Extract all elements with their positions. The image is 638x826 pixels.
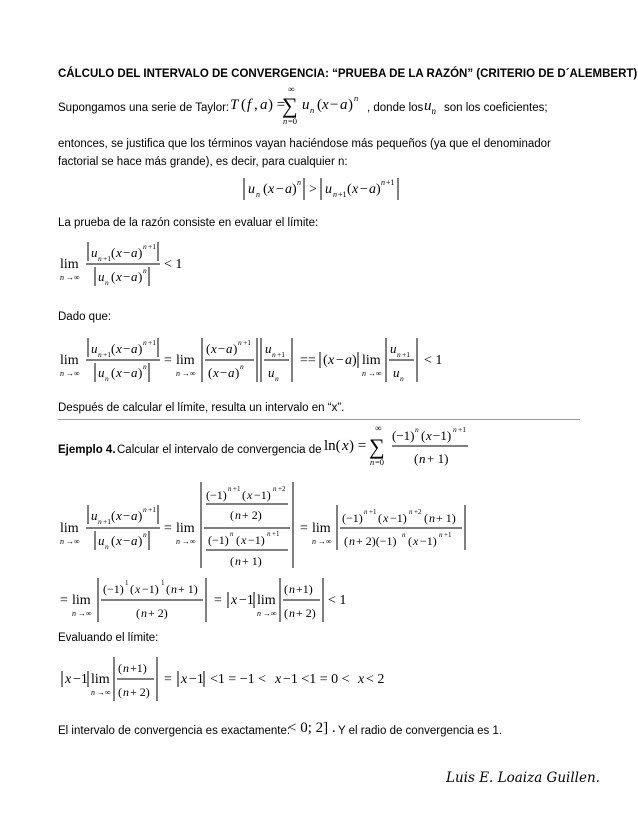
svg-text:a: a [285,182,292,197]
svg-text:lim: lim [60,353,79,368]
svg-text:(: ( [208,365,213,380]
svg-text:a: a [131,508,138,523]
svg-text:=: = [300,521,308,536]
svg-text:,: , [254,97,258,113]
svg-text:< 1: < 1 [424,353,443,368]
svg-text:→∞: →∞ [182,537,196,546]
svg-text:x: x [413,534,419,548]
svg-text:→∞: →∞ [78,609,92,618]
svg-text:n: n [123,685,129,699]
svg-text:(: ( [111,341,116,356]
svg-text:(: ( [242,488,246,502]
svg-text:x: x [116,245,122,260]
svg-text:(: ( [408,534,412,548]
svg-text:∞: ∞ [288,84,295,94]
after-limit-text: Después de calcular el límite, resulta un intervalo en “x”. [58,402,345,414]
svg-text:(: ( [118,661,122,675]
svg-text:+1: +1 [148,242,156,251]
svg-text:n: n [105,542,109,551]
example-step-2 [58,574,358,626]
taylor-formula [228,82,368,130]
svg-text:a: a [226,341,233,356]
svg-text:+1: +1 [386,178,395,187]
svg-text:n: n [333,190,337,199]
svg-text:(: ( [166,582,170,596]
svg-text:+ 2): + 2) [148,606,168,620]
svg-text:n: n [364,508,368,516]
svg-text:x: x [352,182,359,197]
svg-text:−: − [336,353,344,368]
svg-text:lim: lim [176,353,195,368]
radius-text: Y el radio de convergencia es 1. [338,725,503,737]
svg-text:→∞: →∞ [182,369,196,378]
svg-text:n: n [273,485,277,493]
svg-text:−: − [220,365,228,380]
svg-text:n: n [143,505,147,514]
page-title: CÁLCULO DEL INTERVALO DE CONVERGENCIA: “PRUEBA DE LA RAZÓN” (CRITERIO DE D´ALEMBERT) [58,68,638,80]
svg-text:(: ( [111,508,116,523]
svg-text:f: f [247,97,252,113]
svg-text:−: − [123,341,131,356]
svg-text:+ 1): + 1) [242,554,262,568]
intro-text-a: Supongamos una serie de Taylor: [58,102,230,114]
intro-line-2: entonces, se justifica que los términos vayan haciéndose más pequeños (ya que el denominador [58,138,551,150]
svg-text:): ) [348,97,353,113]
interval-text: El intervalo de convergencia es exactamente: [58,725,291,737]
intro-line-3: factorial se hace más grande), es decir, para cualquier n: [58,156,348,168]
svg-text:+ 2): + 2) [242,508,262,522]
svg-text:−: − [123,245,131,260]
svg-text:u: u [91,341,98,356]
svg-text:+1: +1 [103,350,111,359]
svg-text:): ) [138,508,143,523]
svg-text:x: x [135,582,141,596]
svg-text:(: ( [230,508,234,522]
svg-text:−: − [123,365,131,380]
svg-text:): ) [376,182,381,197]
svg-text:lim: lim [91,672,110,687]
svg-text:+1: +1 [103,517,111,526]
svg-text:lim: lim [176,521,195,536]
svg-text:(−1): (−1) [392,428,415,443]
svg-text:→∞: →∞ [318,537,332,546]
svg-text:(: ( [206,341,211,356]
svg-text:(: ( [378,511,382,525]
svg-text:x: x [342,438,349,454]
svg-text:→∞: →∞ [66,273,80,282]
svg-text:−: − [218,341,226,356]
svg-text:): ) [235,365,240,380]
section-divider [58,419,580,420]
svg-text:n: n [143,266,147,275]
svg-text:=0: =0 [375,457,385,467]
svg-text:n: n [143,362,147,371]
svg-text:∞: ∞ [375,423,382,433]
svg-text:): ) [138,269,143,284]
svg-text:n: n [429,511,435,525]
svg-text:+ 2)(−1): + 2)(−1) [356,534,397,548]
svg-text:n: n [105,374,109,383]
svg-text:+1: +1 [103,254,111,263]
svg-text:(: ( [263,182,268,197]
svg-text:+1: +1 [458,425,466,434]
svg-text:(: ( [344,534,348,548]
svg-text:+1): +1) [296,582,313,596]
svg-text:u: u [393,365,400,380]
svg-text:→∞: →∞ [97,688,111,697]
intro-text-c: son los coeficientes; [444,102,548,114]
svg-text:n: n [349,534,355,548]
svg-text:lim: lim [257,593,276,608]
svg-text:x: x [116,269,122,284]
svg-text:u: u [98,269,105,284]
svg-text:u: u [325,182,332,197]
svg-text:x: x [116,341,122,356]
svg-text:): ) [352,353,357,368]
svg-text:u: u [248,182,255,197]
svg-text:(: ( [136,606,140,620]
svg-text:−: − [276,182,284,197]
svg-text:): ) [138,245,143,260]
svg-text:(: ( [424,511,428,525]
svg-text:(: ( [317,97,322,113]
svg-text:+1: +1 [444,531,452,539]
svg-text:< 1: < 1 [164,257,183,272]
svg-text:−1: −1 [239,593,254,608]
svg-text:+1: +1 [402,350,410,359]
svg-text:x: x [181,672,188,687]
svg-text:<1 = −1 <: <1 = −1 < [210,672,267,687]
svg-text:+1: +1 [148,505,156,514]
svg-text:n: n [402,531,406,539]
svg-text:n: n [98,517,102,526]
svg-text:n: n [310,105,315,115]
svg-text:n: n [409,508,413,516]
svg-text:x: x [322,97,329,113]
svg-text:1: 1 [161,579,165,587]
svg-text:(: ( [284,582,288,596]
svg-text:x: x [275,672,282,687]
svg-text:==: == [300,353,316,368]
svg-text:+ 2): + 2) [130,685,150,699]
svg-text:(: ( [111,533,116,548]
svg-text:n: n [419,451,426,466]
svg-text:(−1): (−1) [342,511,363,525]
svg-text:+1): +1) [130,661,147,675]
svg-text:lim: lim [312,521,331,536]
svg-text:(−1): (−1) [208,533,229,547]
svg-text:∑: ∑ [282,93,298,118]
svg-text:n: n [272,350,276,359]
svg-text:x: x [211,341,217,356]
svg-text:−1: −1 [189,672,204,687]
svg-text:): ) [138,365,143,380]
eval-formula [58,654,388,704]
svg-text:+ 1): + 1) [427,451,449,466]
svg-text:n: n [98,254,102,263]
ratio-test-text: La prueba de la razón consiste en evaluar el límite: [58,217,319,229]
svg-text:n: n [238,338,242,347]
svg-text:−1): −1) [433,428,452,443]
svg-text:+1: +1 [338,190,347,199]
svg-text:x: x [268,182,275,197]
svg-text:n: n [275,374,279,383]
svg-text:n: n [176,537,180,546]
svg-text:u: u [302,97,310,113]
svg-text:(: ( [230,554,234,568]
svg-text:x: x [213,365,219,380]
svg-text:x: x [116,533,122,548]
svg-text:u: u [390,341,397,356]
eval-text: Evaluando el límite: [58,632,159,644]
svg-text:< 2: < 2 [366,672,385,687]
svg-text:): ) [138,533,143,548]
svg-text:−: − [123,508,131,523]
ratio-test-formula [58,238,188,290]
svg-text:u: u [91,245,98,260]
svg-text:=0: =0 [288,116,298,126]
svg-text:=: = [214,593,222,608]
svg-text:=: = [60,593,68,608]
svg-text:+2: +2 [414,508,422,516]
svg-text:n: n [256,190,260,199]
svg-text:a: a [228,365,235,380]
svg-text:−1: −1 [73,672,88,687]
svg-text:x: x [247,488,253,502]
svg-text:a: a [131,341,138,356]
svg-text:(: ( [111,365,116,380]
svg-text:n: n [123,661,129,675]
svg-text:→∞: →∞ [368,369,382,378]
svg-text:x: x [241,533,247,547]
svg-text:n: n [283,116,288,126]
svg-text:(: ( [118,685,122,699]
svg-text:n: n [105,278,109,287]
svg-text:a: a [260,97,268,113]
svg-text:(: ( [236,533,240,547]
svg-text:x: x [116,365,122,380]
svg-text:) =: ) = [268,97,286,113]
svg-text:(: ( [414,451,419,466]
svg-text:n: n [370,457,375,467]
svg-text:n: n [312,537,316,546]
svg-text:→∞: →∞ [263,609,277,618]
svg-text:n: n [235,508,241,522]
svg-text:(: ( [241,97,246,113]
svg-text:lim: lim [72,593,91,608]
svg-text:a: a [131,533,138,548]
given-formula [58,334,518,386]
terms-inequality [240,174,410,204]
svg-text:n: n [297,178,301,187]
svg-text:+1: +1 [233,485,241,493]
svg-text:n: n [143,242,147,251]
author-signature: Luis E. Loaiza Guillen. [446,770,600,786]
svg-text:=: = [164,353,172,368]
svg-text:(: ( [130,582,134,596]
svg-text:n: n [141,606,147,620]
svg-text:+ 1): + 1) [178,582,198,596]
svg-text:n: n [362,369,366,378]
svg-text:(: ( [111,269,116,284]
svg-text:x: x [231,593,238,608]
svg-text:−: − [123,533,131,548]
svg-text:−1): −1) [420,534,437,548]
svg-text:< 1: < 1 [328,593,347,608]
svg-text:): ) [233,341,238,356]
svg-text:x: x [328,353,335,368]
svg-text:) =: ) = [349,438,367,454]
svg-text:lim: lim [60,257,79,272]
svg-text:→∞: →∞ [66,537,80,546]
svg-text:(−1): (−1) [103,582,124,596]
svg-text:u: u [265,341,272,356]
svg-text:+2: +2 [278,485,286,493]
svg-text:u: u [98,365,105,380]
svg-text:x: x [65,672,72,687]
svg-text:u: u [98,533,105,548]
svg-text:−1): −1) [248,533,265,547]
interval-value: < 0; 2] . [288,720,336,736]
svg-text:n: n [230,530,234,538]
svg-text:n: n [72,609,76,618]
svg-text:x: x [116,508,122,523]
svg-text:(: ( [347,182,352,197]
svg-text:n: n [400,374,404,383]
svg-text:=: = [164,672,172,687]
svg-text:x: x [383,511,389,525]
svg-text:n: n [415,425,419,434]
svg-text:n: n [60,273,64,282]
svg-text:a: a [340,97,348,113]
svg-text:(: ( [323,353,328,368]
svg-text:n: n [289,606,295,620]
svg-text:n: n [60,537,64,546]
given-text: Dado que: [58,311,112,323]
example-text: Calcular el intervalo de convergencia de [117,444,322,456]
svg-text:+1: +1 [148,338,156,347]
svg-text:ln(: ln( [324,438,341,454]
svg-text:+1: +1 [369,508,377,516]
svg-text:a: a [131,245,138,260]
svg-text:a: a [369,182,376,197]
svg-text:−1 <1 = 0 <: −1 <1 = 0 < [283,672,350,687]
svg-text:n: n [354,93,359,103]
example-label: Ejemplo 4. [58,444,116,456]
svg-text:+1: +1 [272,530,280,538]
svg-text:T: T [230,97,239,113]
svg-text:=: = [164,521,172,536]
svg-text:−: − [330,97,339,113]
svg-text:n: n [171,582,177,596]
svg-text:n: n [267,530,271,538]
svg-text:a: a [131,365,138,380]
svg-text:n: n [397,350,401,359]
svg-text:−: − [360,182,368,197]
svg-text:+ 2): + 2) [296,606,316,620]
svg-text:u: u [91,508,98,523]
svg-text:n: n [240,362,244,371]
svg-text:n: n [257,609,261,618]
svg-text:n: n [439,531,443,539]
svg-text:∑: ∑ [369,434,385,459]
svg-text:a: a [345,353,352,368]
svg-text:(: ( [284,606,288,620]
svg-text:x: x [426,428,432,443]
svg-text:(: ( [111,245,116,260]
svg-text:n: n [143,530,147,539]
svg-text:+ 1): + 1) [436,511,456,525]
svg-text:→∞: →∞ [66,369,80,378]
svg-text:n: n [91,688,95,697]
example-step-1 [58,478,478,572]
svg-text:n: n [98,350,102,359]
svg-text:a: a [131,269,138,284]
svg-text:+1: +1 [277,350,285,359]
svg-text:n: n [60,369,64,378]
svg-text:−1): −1) [390,511,407,525]
intro-text-b: , donde los [367,102,424,114]
svg-text:n: n [176,369,180,378]
svg-text:−1): −1) [254,488,271,502]
svg-text:n: n [453,425,457,434]
svg-text:−1): −1) [142,582,159,596]
svg-text:(−1): (−1) [206,488,227,502]
svg-text:+1: +1 [243,338,251,347]
svg-text:1: 1 [125,579,129,587]
svg-text:(: ( [421,428,426,443]
svg-text:n: n [228,485,232,493]
symbol-un: $u_n$ [424,98,436,116]
ln-series-formula [322,420,490,470]
svg-text:n: n [289,582,295,596]
svg-text:n: n [143,338,147,347]
svg-text:>: > [309,182,317,197]
svg-text:lim: lim [362,353,381,368]
svg-text:u: u [268,365,275,380]
svg-text:): ) [138,341,143,356]
svg-text:−: − [123,269,131,284]
svg-text:x: x [358,672,365,687]
svg-text:lim: lim [60,521,79,536]
svg-text:n: n [235,554,241,568]
svg-text:n: n [381,178,385,187]
svg-text:): ) [292,182,297,197]
